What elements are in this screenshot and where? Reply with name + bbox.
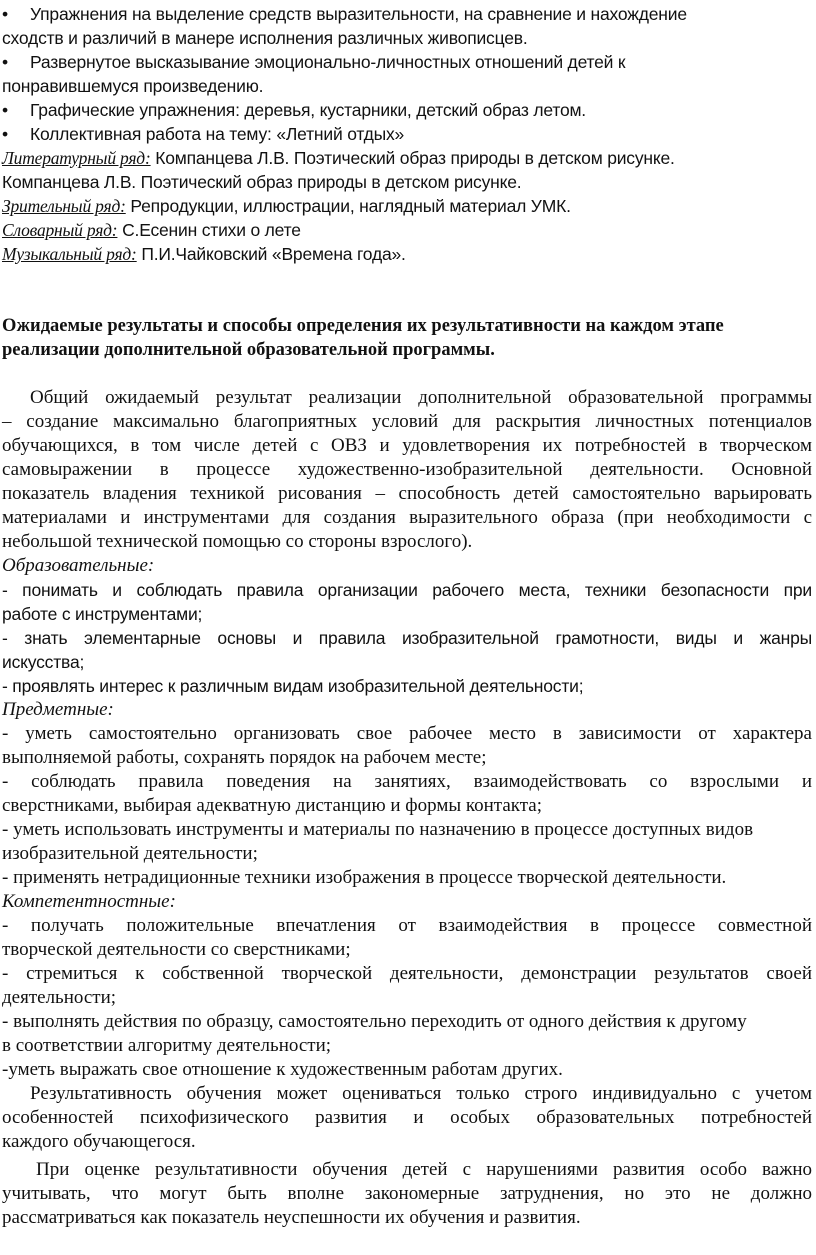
section-heading-line-1: Ожидаемые результаты и способы определения их результативности на каждом этапе: [2, 316, 724, 336]
intro-line-3: обучающихся, в том числе детей с ОВЗ и удовлетворения их потребностей в творческом: [2, 435, 812, 456]
comp-line-6: в соответствии алгоритму деятельности;: [2, 1035, 332, 1056]
subj-line-4: сверстниками, выбирая адекватную дистанцию и формы контакта;: [2, 795, 542, 816]
comp-line-1: - получать положительные впечатления от взаимодействия в процессе совместной: [2, 915, 812, 936]
bullet-2-line-2: понравившемуся произведению.: [2, 76, 264, 96]
intro-line-4: самовыражении в процессе художественно-изобразительной деятельности. Основной: [2, 459, 812, 480]
comp-line-5: - выполнять действия по образцу, самостоятельно переходить от одного действия к другому: [2, 1011, 747, 1032]
bullet-1-line-2: сходств и различий в манере исполнения различных живописцев.: [2, 28, 528, 48]
comp-line-3: - стремиться к собственной творческой деятельности, демонстрации результатов своей: [2, 963, 812, 984]
bullet-mark: •: [2, 4, 8, 24]
bullet-mark: •: [2, 124, 8, 144]
closing2-line-3: рассматриваться как показатель неуспешности их обучения и развития.: [2, 1207, 581, 1228]
edu-line-4: искусства;: [2, 652, 85, 672]
comp-label: Компетентностные:: [2, 891, 176, 912]
edu-line-1: - понимать и соблюдать правила организации рабочего места, техники безопасности при: [2, 580, 812, 600]
closing2-line-2: учитывать, что могут быть вполне закономерные затруднения, но это не должно: [2, 1183, 812, 1204]
comp-line-7: -уметь выражать свое отношение к художественным работам других.: [2, 1059, 563, 1080]
bullet-3-line-1: • Графические упражнения: деревья, кустарники, детский образ летом.: [2, 100, 586, 120]
subj-line-3: - соблюдать правила поведения на занятиях, взаимодействовать со взрослыми и: [2, 771, 812, 792]
edu-label: Образовательные:: [2, 555, 155, 576]
edu-line-5: - проявлять интерес к различным видам изобразительной деятельности;: [2, 676, 584, 696]
bullet-mark: •: [2, 100, 8, 120]
subj-label: Предметные:: [2, 699, 114, 720]
intro-line-6: материалами и инструментами для создания выразительного образа (при необходимости с: [2, 507, 812, 528]
edu-line-3: - знать элементарные основы и правила изобразительной грамотности, виды и жанры: [2, 628, 812, 648]
bullet-4-line-1: • Коллективная работа на тему: «Летний отдых»: [2, 124, 405, 144]
intro-line-2: – создание максимально благоприятных условий для раскрытия личностных потенциалов: [2, 411, 812, 432]
comp-line-2: творческой деятельности со сверстниками;: [2, 939, 351, 960]
closing1-line-3: каждого обучающегося.: [2, 1131, 196, 1152]
literary-row: Литературный ряд: Компанцева Л.В. Поэтический образ природы в детском рисунке.: [2, 148, 675, 168]
intro-line-1: Общий ожидаемый результат реализации дополнительной образовательной программы: [30, 387, 812, 408]
subj-line-1: - уметь самостоятельно организовать свое рабочее место в зависимости от характера: [2, 723, 812, 744]
edu-line-2: работе с инструментами;: [2, 604, 203, 624]
subj-line-6: изобразительной деятельности;: [2, 843, 258, 864]
closing1-line-1: Результативность обучения может оцениваться только строго индивидуально с учетом: [30, 1083, 812, 1104]
comp-line-4: деятельности;: [2, 987, 117, 1008]
intro-line-5: показатель владения техникой рисования – способность детей самостоятельно варьировать: [2, 483, 812, 504]
music-row: Музыкальный ряд: П.И.Чайковский «Времена года».: [2, 244, 406, 264]
subj-line-5: - уметь использовать инструменты и материалы по назначению в процессе доступных видов: [2, 819, 754, 840]
closing1-line-2: особенностей психофизического развития и особых образовательных потребностей: [2, 1107, 812, 1128]
bullet-1-line-1: • Упражнения на выделение средств выразительности, на сравнение и нахождение: [2, 4, 687, 24]
literary-row-repeat: Компанцева Л.В. Поэтический образ природы в детском рисунке.: [2, 172, 522, 192]
section-heading-line-2: реализации дополнительной образовательной программы.: [2, 340, 495, 360]
subj-line-7: - применять нетрадиционные техники изображения в процессе творческой деятельности.: [2, 867, 727, 888]
intro-line-7: небольшой технической помощью со стороны взрослого).: [2, 531, 473, 552]
bullet-2-line-1: • Развернутое высказывание эмоционально-личностных отношений детей к: [2, 52, 626, 72]
bullet-mark: •: [2, 52, 8, 72]
subj-line-2: выполняемой работы, сохранять порядок на рабочем месте;: [2, 747, 487, 768]
closing2-line-1: При оценке результативности обучения детей с нарушениями развития особо важно: [36, 1159, 812, 1180]
vocabulary-row: Словарный ряд: С.Есенин стихи о лете: [2, 220, 301, 240]
visual-row: Зрительный ряд: Репродукции, иллюстрации, наглядный материал УМК.: [2, 196, 571, 216]
